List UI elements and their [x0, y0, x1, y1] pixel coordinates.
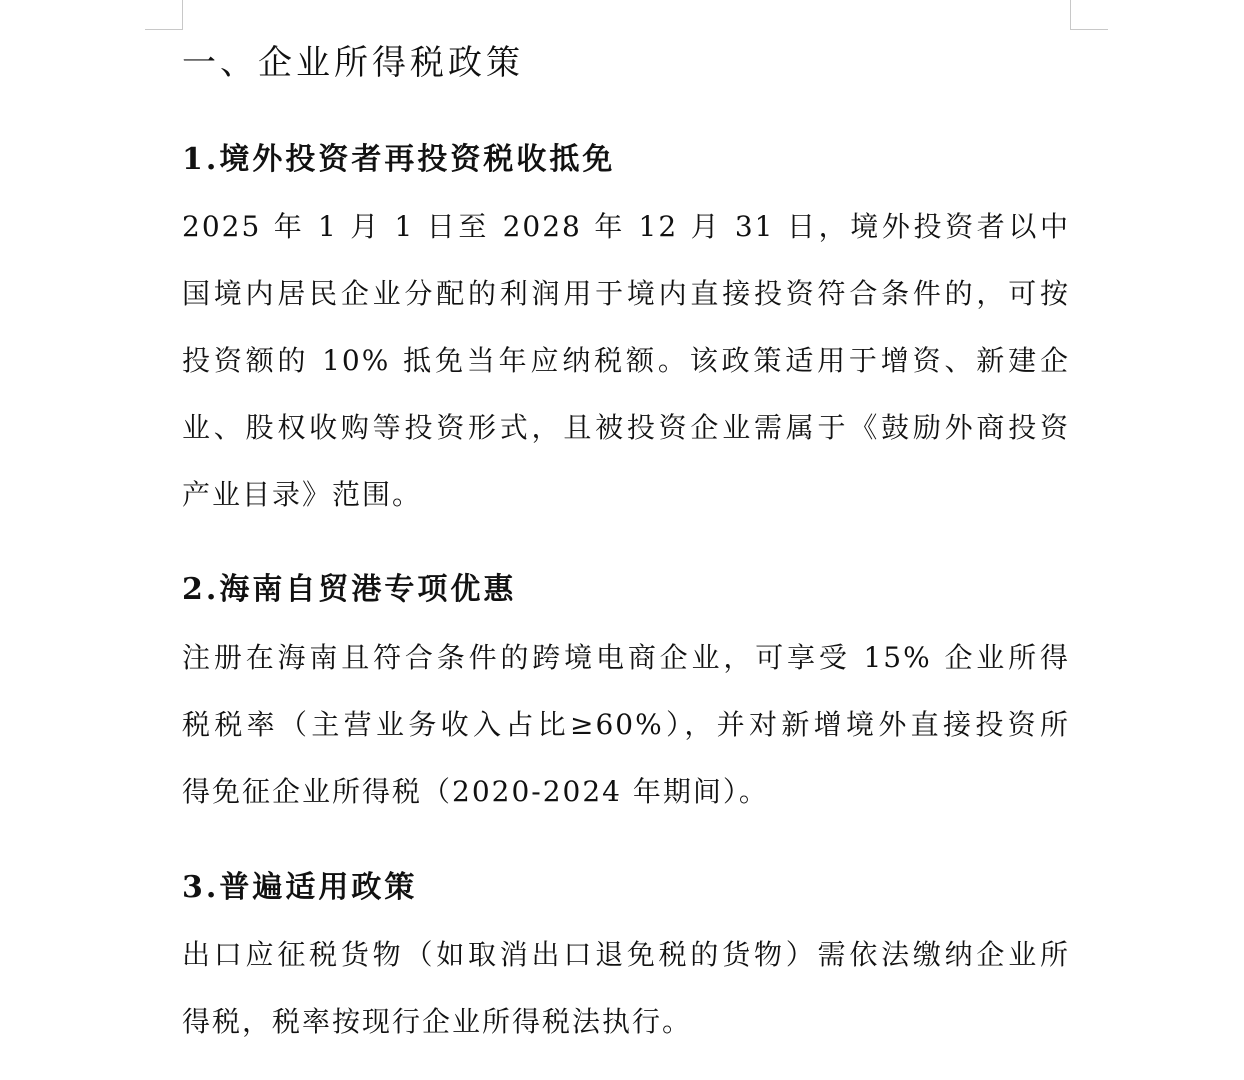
section-2-line-2: 税税率（主营业务收入占比≥60%），并对新增境外直接投资所: [182, 708, 1070, 741]
section-2-paragraph: [182, 624, 1070, 825]
section-3-line-2: 得税，税率按现行企业所得税法执行。: [182, 1005, 693, 1038]
section-3-title: 3.普遍适用政策: [182, 870, 418, 905]
section-1-line-5: 产业目录》范围。: [182, 478, 423, 511]
section-1-line-3: 投资额的 10% 抵免当年应纳税额。该政策适用于增资、新建企: [182, 344, 1070, 377]
section-1-title: 1.境外投资者再投资税收抵免: [182, 142, 616, 177]
section-3-paragraph: [182, 921, 1070, 1055]
section-2-line-1: 注册在海南且符合条件的跨境电商企业，可享受 15% 企业所得: [182, 641, 1070, 674]
section-2-title: 2.海南自贸港专项优惠: [182, 572, 517, 607]
section-1-line-1: 2025 年 1 月 1 日至 2028 年 12 月 31 日，境外投资者以中: [182, 210, 1070, 243]
crop-mark-top-left: [145, 0, 183, 30]
section-3-line-1: 出口应征税货物（如取消出口退免税的货物）需依法缴纳企业所: [182, 938, 1070, 971]
section-1-paragraph: [182, 193, 1070, 528]
crop-mark-top-right: [1070, 0, 1108, 30]
section-1-line-4: 业、股权收购等投资形式，且被投资企业需属于《鼓励外商投资: [182, 411, 1070, 444]
main-heading: 一、企业所得税政策: [182, 43, 524, 83]
section-2-line-3: 得免征企业所得税（2020-2024 年期间）。: [182, 775, 769, 808]
section-1-line-2: 国境内居民企业分配的利润用于境内直接投资符合条件的，可按: [182, 277, 1070, 310]
